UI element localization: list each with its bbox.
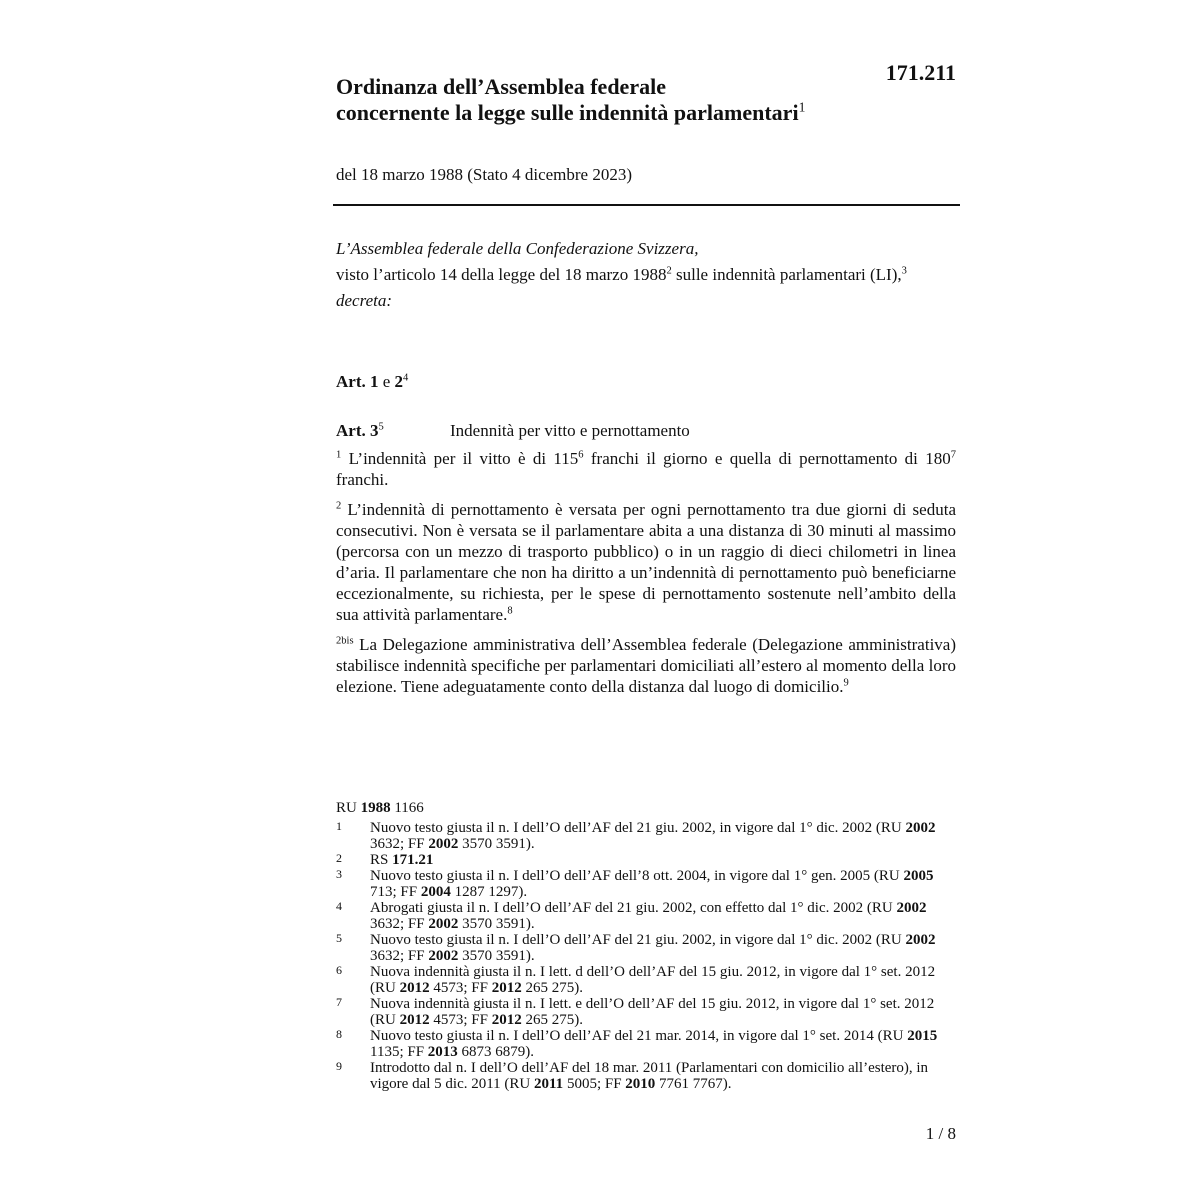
footnotes-list: [336, 820, 960, 1092]
footnote-item: 4 Abrogati giusta il n. I dell’O dell’AF del 21 giu. 2002, con effetto dal 1° dic. 2002 (RU 2002 3632; FF 2002 3570 3591).: [336, 899, 927, 932]
footnote-ref[interactable]: 6: [578, 449, 584, 461]
document-title: [336, 74, 876, 126]
footnote-number: 9: [336, 1059, 342, 1073]
preamble-decree: decreta:: [336, 291, 393, 310]
footnote-number: 8: [336, 1027, 342, 1041]
footnote-item: 2 RS 171.21: [336, 851, 434, 868]
preamble-authority: L’Assemblea federale della Confederazione Svizzera,: [336, 239, 699, 258]
footnote-item: 8 Nuovo testo giusta il n. I dell’O dell’AF del 21 mar. 2014, in vigore dal 1° set. 2014 (RU 2015 1135; FF 2013 6873 6879).: [336, 1027, 938, 1060]
footnote-number: 4: [336, 899, 342, 913]
footnote-ref[interactable]: 3: [901, 265, 907, 277]
source-reference: RU 1988 1166: [336, 800, 424, 816]
article-3-title: Indennità per vitto e pernottamento: [450, 421, 690, 440]
footnote-item: 7 Nuova indennità giusta il n. I lett. e dell’O dell’AF del 15 giu. 2012, in vigore dal 1° set. 2012 (RU 2012 4573; FF 2012 265 275).: [336, 995, 935, 1028]
footnote-item: 9 Introdotto dal n. I dell’O dell’AF del 18 mar. 2011 (Parlamentari con domicilio all’estero), in vigore dal 5 dic. 2011 (RU 2011 5005; FF 2010 7761 7767).: [336, 1059, 929, 1092]
footnote-ref[interactable]: 1: [798, 99, 806, 115]
footnote-number: 7: [336, 995, 342, 1009]
title-line-2: concernente la legge sulle indennità parlamentari$^1$: [336, 99, 806, 125]
footnote-number: 1: [336, 819, 342, 833]
footnote-number: 3: [336, 867, 342, 881]
footnote-ref[interactable]: 2: [666, 265, 672, 277]
article-3-heading: [336, 421, 960, 441]
document-number: 171.211: [885, 60, 956, 85]
footnote-ref[interactable]: 5: [378, 421, 384, 433]
title-line-1: Ordinanza dell’Assemblea federale: [336, 74, 666, 99]
article-1-2-heading: Art. 1 e $2^4$: [336, 372, 409, 391]
footnote-item: 3 Nuovo testo giusta il n. I dell’O dell’AF dell’8 ott. 2004, in vigore dal 1° gen. 2005 (RU 2005 713; FF 2004 1287 1297).: [336, 867, 934, 900]
footnote-ref[interactable]: 9: [843, 677, 849, 689]
footnote-item: 5 Nuovo testo giusta il n. I dell’O dell’AF del 21 giu. 2002, in vigore dal 1° dic. 2002 (RU 2002 3632; FF 2002 3570 3591).: [336, 931, 936, 964]
footnote-ref[interactable]: 8: [507, 605, 513, 617]
divider: [333, 204, 960, 206]
footnote-item: 6 Nuova indennità giusta il n. I lett. d dell’O dell’AF del 15 giu. 2012, in vigore dal 1° set. 2012 (RU 2012 4573; FF 2012 265 275).: [336, 963, 936, 996]
paragraph-2: $^2$ L’indennità di pernottamento è versata per ogni pernottamento tra due giorni di seduta consecutivi. Non è versata se il parlamentare abita a una distanza di 30 minuti al massimo (percorsa con un mezzo di trasporto pubblico) o in un raggio di dieci chilometri in linea d’aria. Il parlamentare che non ha diritto a un’indennità di pernottamento può beneficiarne eccezionalmente, su richiesta, per le spese di pernottamento sostenute nell’ambito della sua attività parlamentare.$^8$: [336, 500, 956, 624]
paragraph-2bis: $^{2bis}$ La Delegazione amministrativa dell’Assemblea federale (Delegazione amministrativa) stabilisce indennità specifiche per parlamentari domiciliati all’estero al momento della loro elezione. Tiene adeguatamente conto della distanza dal luogo di domicilio.$^9$: [336, 635, 956, 696]
article-3-label: Art. 3: [336, 421, 379, 440]
footnote-ref[interactable]: 7: [950, 449, 956, 461]
page-number: 1 / 8: [925, 1124, 956, 1143]
footnote-number: 2: [336, 851, 342, 865]
preamble: [336, 236, 960, 314]
footnote-ref[interactable]: 4: [403, 372, 409, 384]
document-date: del 18 marzo 1988 (Stato 4 dicembre 2023): [336, 165, 633, 184]
article-3-body: [336, 448, 956, 706]
paragraph-1: $^1$ L’indennità per il vitto è di $115^6$ franchi il giorno e quella di pernottamento di $180^7$ franchi.: [336, 449, 956, 489]
footnote-number: 6: [336, 963, 342, 977]
footnote-number: 5: [336, 931, 342, 945]
preamble-basis: visto l’articolo 14 della legge del 18 marzo 1988$^2$ sulle indennità parlamentari (LI),$^3$: [336, 265, 907, 284]
footnote-item: 1 Nuovo testo giusta il n. I dell’O dell’AF del 21 giu. 2002, in vigore dal 1° dic. 2002 (RU 2002 3632; FF 2002 3570 3591).: [336, 819, 936, 852]
